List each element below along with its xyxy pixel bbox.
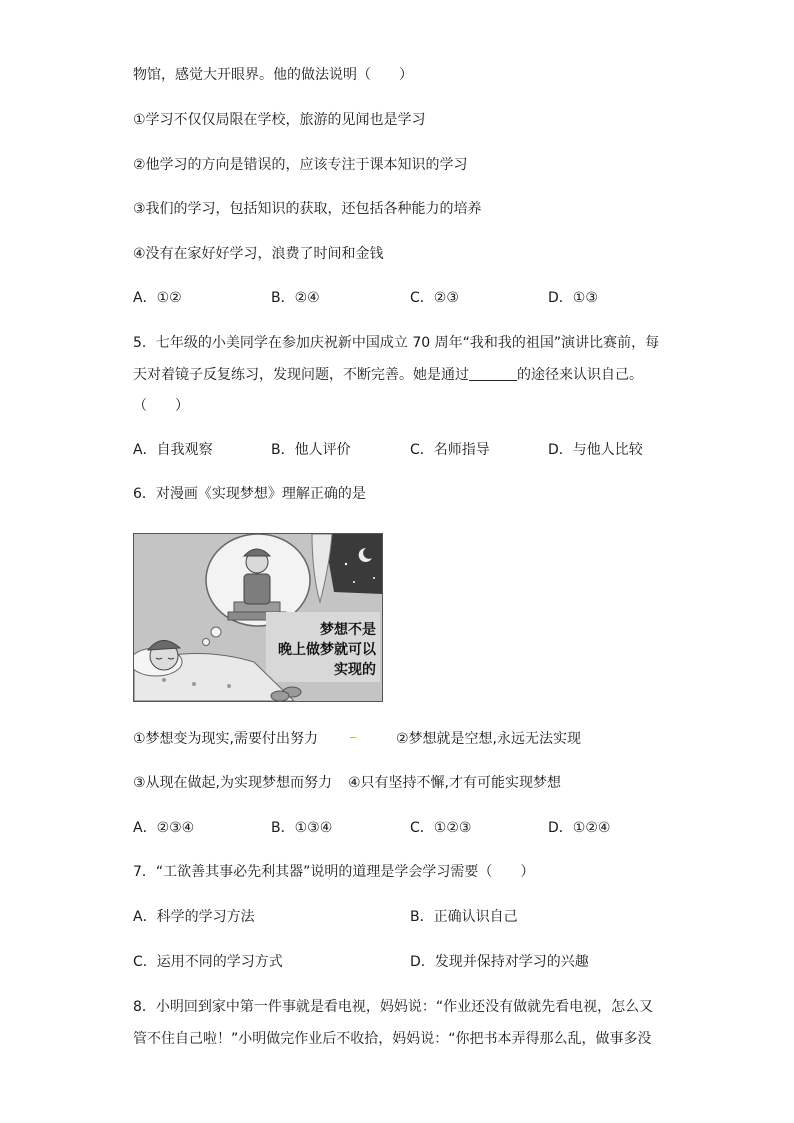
q8-stem-line1: 8．小明回到家中第一件事就是看电视，妈妈说：“作业还没有做就先看电视，怎么又: [133, 999, 654, 1015]
q5-option-d: D．与他人比较: [548, 442, 643, 458]
decorative-dash: [350, 737, 356, 738]
q6-option-c: C．①②③: [410, 820, 472, 836]
q4-option-d: D．①③: [548, 290, 598, 306]
q8-stem-line2: 管不住自己啦！”小明做完作业后不收拾，妈妈说：“你把书本弄得那么乱，做事多没: [133, 1031, 652, 1047]
q4-option-c: C．②③: [410, 290, 459, 306]
q5-stem-line1: 5．七年级的小美同学在参加庆祝新中国成立 70 周年“我和我的祖国”演讲比赛前，每: [133, 335, 660, 351]
q7-option-b: B．正确认识自己: [410, 909, 518, 925]
q7-option-d: D．发现并保持对学习的兴趣: [410, 954, 589, 970]
q6-statement-4: ④只有坚持不懈,才有可能实现梦想: [348, 775, 562, 791]
q4-option-b: B．②④: [271, 290, 320, 306]
comic-caption-line3: 实现的: [334, 662, 376, 678]
q4-statement-4: ④没有在家好好学习，浪费了时间和金钱: [133, 246, 384, 262]
q6-stem: 6．对漫画《实现梦想》理解正确的是: [133, 486, 366, 502]
q6-option-b: B．①③④: [271, 820, 333, 836]
comic-caption-line1: 梦想不是: [320, 622, 376, 638]
q5-stem-line3: （ ）: [133, 398, 189, 414]
q7-option-a: A．科学的学习方法: [133, 909, 255, 925]
dream-comic-image: [133, 533, 383, 702]
q4-statement-2: ②他学习的方向是错误的，应该专注于课本知识的学习: [133, 157, 468, 173]
q7-stem: 7．“工欲善其事必先利其器”说明的道理是学会学习需要（ ）: [133, 864, 535, 880]
q4-statement-3: ③我们的学习，包括知识的获取，还包括各种能力的培养: [133, 201, 482, 217]
q5-stem-line2-before: 天对着镜子反复练习，发现问题，不断完善。她是通过: [133, 367, 469, 383]
q5-option-a: A．自我观察: [133, 442, 213, 458]
q5-option-b: B．他人评价: [271, 442, 351, 458]
comic-caption-line2: 晚上做梦就可以: [278, 642, 376, 658]
q5-stem-line2: [133, 365, 643, 385]
q6-statement-3: ③从现在做起,为实现梦想而努力: [133, 775, 333, 791]
q6-option-a: A．②③④: [133, 820, 195, 836]
q5-stem-line2-after: 的途径来认识自己。: [517, 367, 643, 383]
q4-stem-end: 物馆，感觉大开眼界。他的做法说明（ ）: [133, 67, 413, 83]
q4-statement-1: ①学习不仅仅局限在学校，旅游的见闻也是学习: [133, 112, 426, 128]
q6-statement-1: ①梦想变为现实,需要付出努力: [133, 731, 319, 747]
comic-drawing: [134, 534, 382, 701]
q6-option-d: D．①②④: [548, 820, 611, 836]
q5-answer-blank: [469, 366, 517, 381]
q5-option-c: C．名师指导: [410, 442, 490, 458]
q6-statement-2: ②梦想就是空想,永远无法实现: [396, 731, 582, 747]
q4-option-a: A．①②: [133, 290, 182, 306]
q7-option-c: C．运用不同的学习方式: [133, 954, 283, 970]
